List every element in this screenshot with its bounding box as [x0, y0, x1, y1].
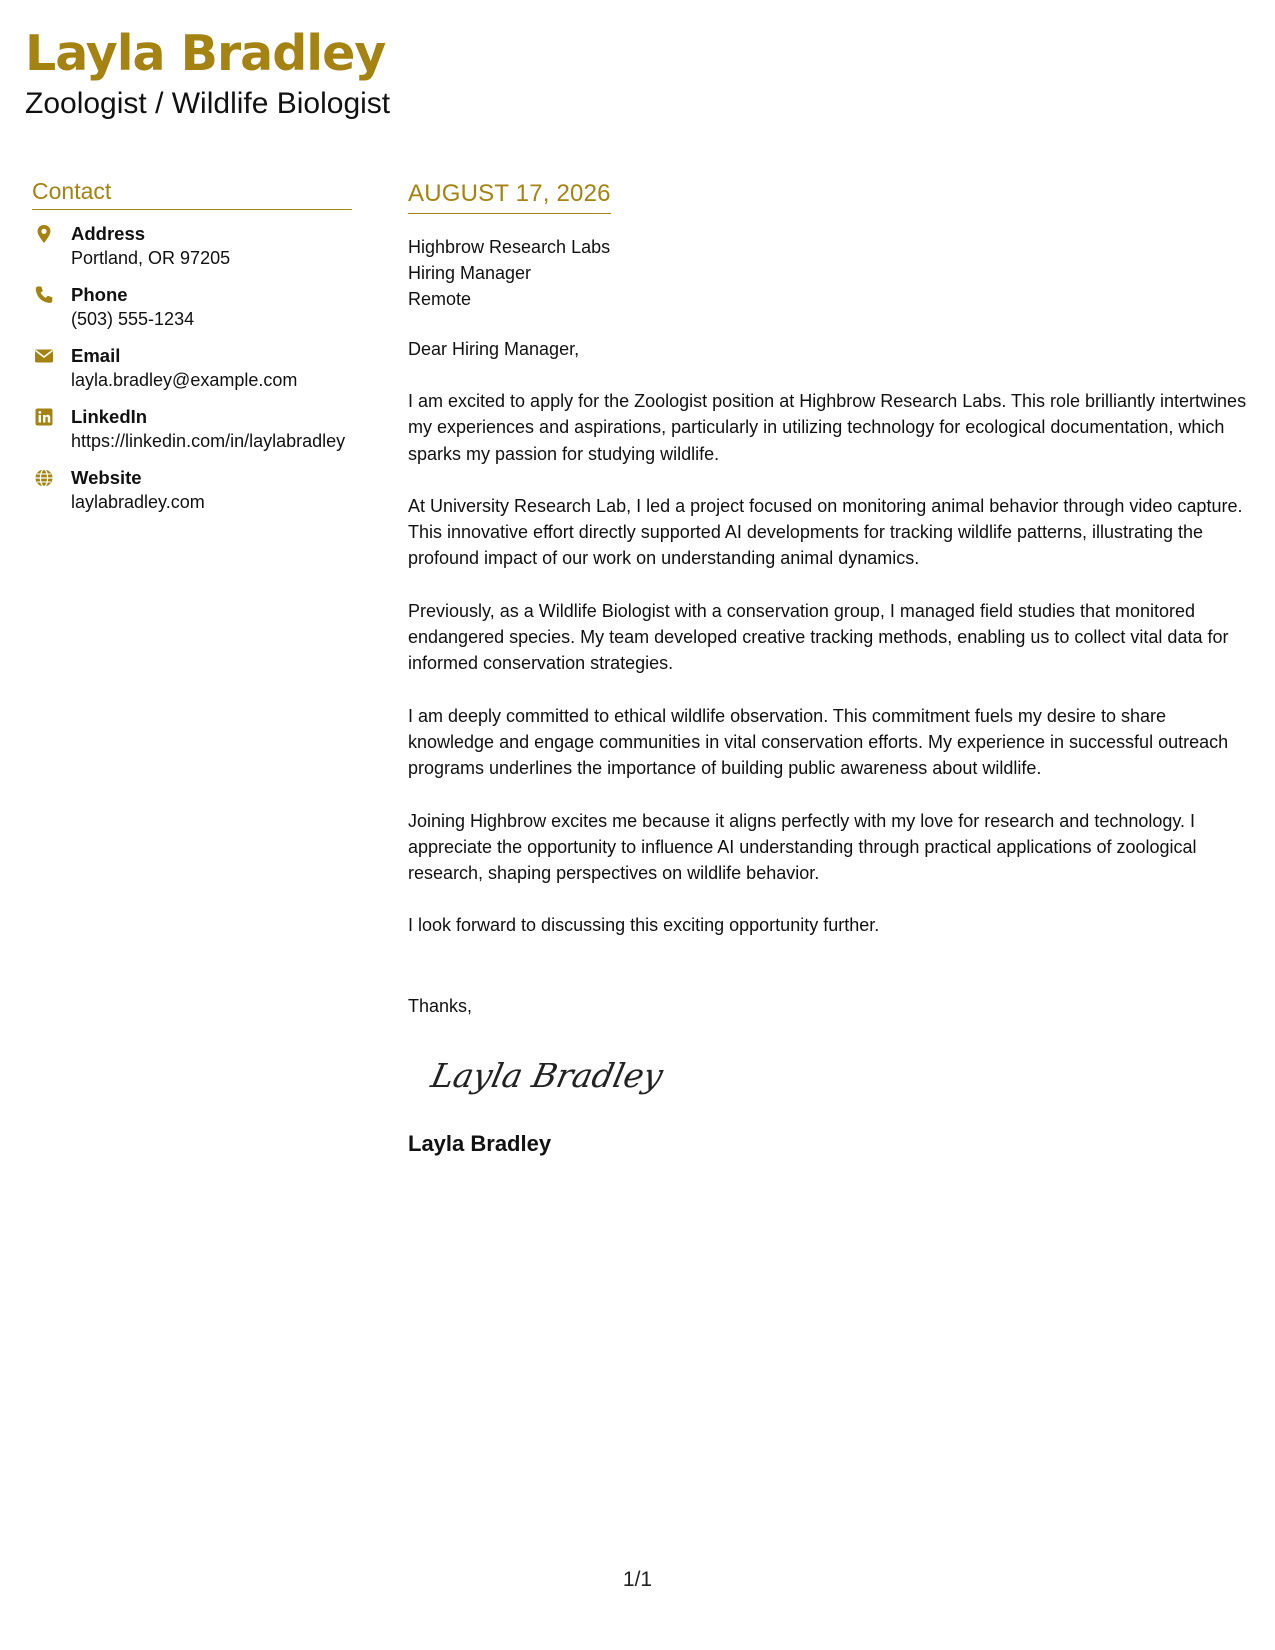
- contact-value: Portland, OR 97205: [71, 248, 231, 268]
- contact-label: Email: [71, 345, 121, 366]
- paragraph: Previously, as a Wildlife Biologist with a conservation group, I managed field studies that monitored endangered species. My team developed creative tracking methods, enabling us to collect vital data for informed conservation strategies.: [408, 600, 1229, 674]
- contact-label: LinkedIn: [71, 406, 148, 427]
- contact-label: Phone: [71, 284, 128, 305]
- letter-body: [408, 178, 1248, 1158]
- contact-item-email: [32, 344, 352, 392]
- contact-item-phone: [32, 283, 352, 331]
- recipient-company: Highbrow Research Labs: [408, 237, 611, 257]
- globe-icon: [34, 468, 54, 488]
- contact-value[interactable]: https://linkedin.com/in/laylabradley: [71, 431, 346, 451]
- closing: Thanks,: [408, 995, 473, 1016]
- paragraph: I am excited to apply for the Zoologist position at Highbrow Research Labs. This role brilliantly intertwines my experiences and aspirations, particularly in utilizing technology for ecological documentation, which sparks my passion for studying wildlife.: [408, 391, 1247, 464]
- linkedin-icon: [34, 407, 54, 427]
- letter-date: AUGUST 17, 2026: [408, 178, 611, 214]
- contact-item-website: [32, 466, 352, 514]
- recipient-block: [408, 234, 1248, 312]
- contact-label: Address: [71, 223, 146, 244]
- contact-value: (503) 555-1234: [71, 309, 195, 329]
- contact-sidebar: [32, 176, 352, 527]
- header: [25, 22, 390, 122]
- page-number: 1/1: [622, 1568, 653, 1591]
- handwritten-signature: [426, 1047, 666, 1107]
- signature-text: Layla Bradley: [427, 1056, 666, 1095]
- paragraph: At University Research Lab, I led a project focused on monitoring animal behavior through video capture. This innovative effort directly supported AI developments for tracking wildlife patterns, illustrating the profound impact of our work on understanding animal dynamics.: [408, 495, 1243, 569]
- contact-item-address: [32, 222, 352, 270]
- paragraph: I am deeply committed to ethical wildlife observation. This commitment fuels my desire to share knowledge and engage communities in vital conservation efforts. My experience in successful outreach programs underlines the importance of building public awareness about wildlife.: [408, 705, 1229, 779]
- contact-section-title: Contact: [32, 176, 352, 210]
- recipient-location: Remote: [408, 289, 472, 309]
- map-pin-icon: [34, 224, 54, 244]
- job-title: Zoologist / Wildlife Biologist: [25, 87, 391, 120]
- paragraph: I look forward to discussing this exciting opportunity further.: [408, 915, 880, 936]
- contact-value: layla.bradley@example.com: [71, 370, 298, 390]
- signed-name: Layla Bradley: [408, 1130, 552, 1156]
- recipient-title: Hiring Manager: [408, 263, 532, 283]
- contact-value[interactable]: laylabradley.com: [71, 492, 205, 512]
- salutation: Dear Hiring Manager,: [408, 339, 580, 359]
- contact-item-linkedin: [32, 405, 352, 453]
- applicant-name: Layla Bradley: [25, 25, 386, 82]
- paragraph: Joining Highbrow excites me because it aligns perfectly with my love for research and technology. I appreciate the opportunity to influence AI understanding through practical applications of zoological research, shaping perspectives on wildlife behavior.: [408, 810, 1197, 884]
- phone-icon: [34, 285, 54, 305]
- contact-label: Website: [71, 467, 142, 488]
- envelope-icon: [34, 346, 54, 366]
